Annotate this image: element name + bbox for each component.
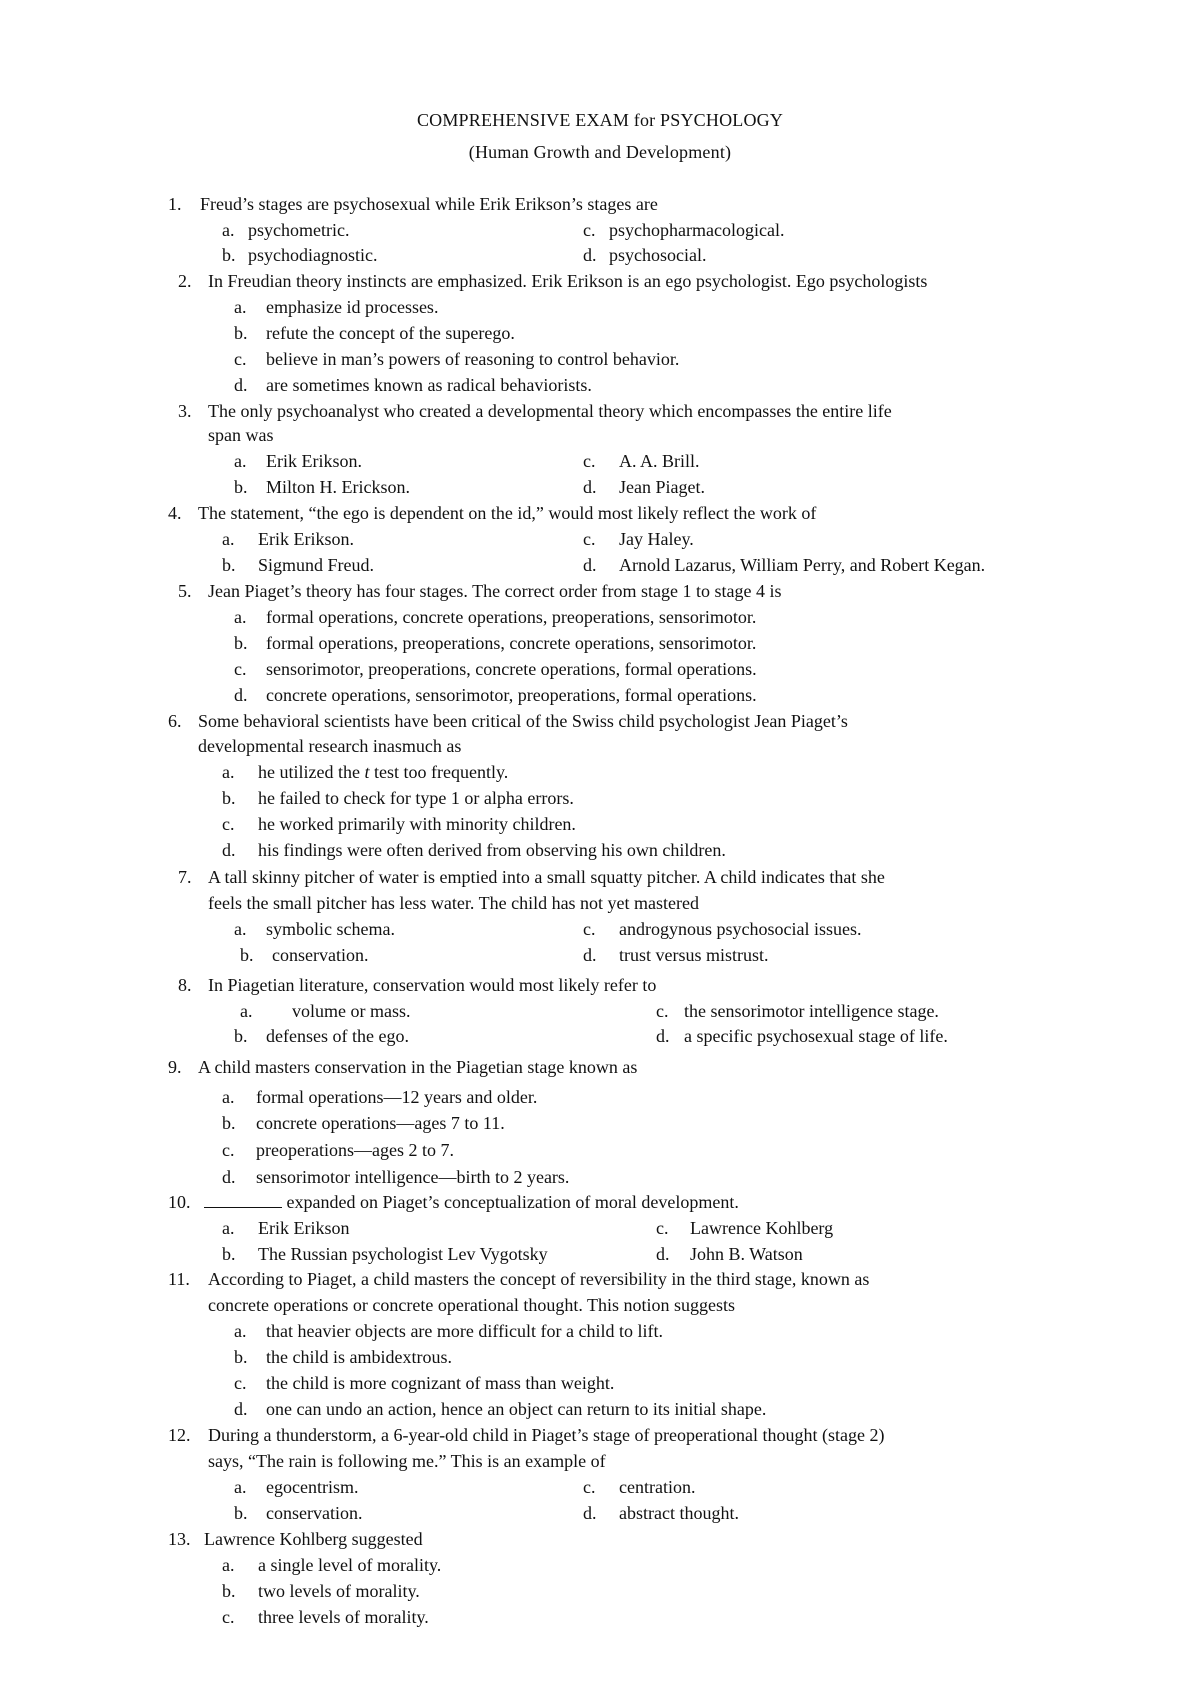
question-1 bbox=[168, 193, 658, 215]
option bbox=[222, 219, 349, 241]
option-text: Erik Erikson bbox=[258, 1218, 350, 1238]
option-letter: d. bbox=[583, 477, 597, 497]
option-letter: d. bbox=[222, 840, 236, 860]
option-letter: d. bbox=[583, 555, 597, 575]
option bbox=[222, 1166, 569, 1188]
exam-subtitle: (Human Growth and Development) bbox=[468, 142, 732, 162]
option-text: he worked primarily with minority children. bbox=[258, 814, 576, 834]
option-letter: d. bbox=[234, 375, 248, 395]
option-letter: d. bbox=[583, 945, 597, 965]
question-text: The only psychoanalyst who created a developmental theory which encompasses the entire life bbox=[208, 401, 892, 421]
question-text-cont: feels the small pitcher has less water. The child has not yet mastered bbox=[208, 893, 700, 913]
option bbox=[656, 1243, 803, 1265]
question-number: 3. bbox=[178, 401, 192, 421]
option bbox=[583, 554, 985, 576]
question-text: Jean Piaget’s theory has four stages. The correct order from stage 1 to stage 4 is bbox=[208, 581, 782, 601]
option bbox=[222, 787, 574, 809]
option-text: formal operations, preoperations, concrete operations, sensorimotor. bbox=[266, 633, 757, 653]
option bbox=[234, 1320, 663, 1342]
option-letter: c. bbox=[583, 220, 596, 240]
question-10 bbox=[168, 1191, 739, 1213]
option-text-italic: t bbox=[364, 762, 370, 782]
option bbox=[222, 1112, 505, 1134]
question-number: 12. bbox=[168, 1425, 191, 1445]
option-text: emphasize id processes. bbox=[266, 297, 439, 317]
option-letter: d. bbox=[656, 1026, 670, 1046]
option-letter: d. bbox=[583, 245, 597, 265]
option-letter: d. bbox=[234, 1399, 248, 1419]
answer-blank bbox=[204, 1193, 282, 1208]
question-number: 13. bbox=[168, 1529, 191, 1549]
option-letter: a. bbox=[240, 1001, 253, 1021]
question-text: During a thunderstorm, a 6-year-old child in Piaget’s stage of preoperational thought (stage 2) bbox=[208, 1425, 885, 1445]
option bbox=[234, 1025, 409, 1047]
option bbox=[583, 219, 784, 241]
option bbox=[234, 374, 592, 396]
option-letter: a. bbox=[222, 1218, 235, 1238]
question-number: 7. bbox=[178, 867, 192, 887]
option-letter: d. bbox=[656, 1244, 670, 1264]
question-number: 8. bbox=[178, 975, 192, 995]
option bbox=[222, 1243, 548, 1265]
option bbox=[234, 918, 395, 940]
option bbox=[583, 1476, 695, 1498]
option-letter: c. bbox=[656, 1001, 669, 1021]
option-text: sensorimotor intelligence—birth to 2 years. bbox=[256, 1167, 570, 1187]
option-text: Milton H. Erickson. bbox=[266, 477, 410, 497]
question-text: expanded on Piaget’s conceptualization of moral development. bbox=[282, 1192, 739, 1212]
option-letter: b. bbox=[234, 1503, 248, 1523]
option-letter: c. bbox=[583, 1477, 596, 1497]
option bbox=[234, 1502, 362, 1524]
question-9 bbox=[168, 1056, 637, 1078]
option bbox=[222, 761, 508, 783]
option-letter: c. bbox=[583, 919, 596, 939]
question-3 bbox=[178, 400, 892, 422]
option-text: egocentrism. bbox=[266, 1477, 359, 1497]
option-letter: d. bbox=[222, 1167, 236, 1187]
question-text: The statement, “the ego is dependent on the id,” would most likely reflect the work of bbox=[198, 503, 817, 523]
option-text: Jean Piaget. bbox=[619, 477, 705, 497]
option-text: are sometimes known as radical behaviorists. bbox=[266, 375, 592, 395]
option bbox=[583, 476, 705, 498]
option-text: refute the concept of the superego. bbox=[266, 323, 515, 343]
option-letter: a. bbox=[234, 451, 247, 471]
option-letter: b. bbox=[234, 633, 248, 653]
option-letter: c. bbox=[234, 659, 247, 679]
question-text: Lawrence Kohlberg suggested bbox=[204, 1529, 423, 1549]
question-13 bbox=[168, 1528, 423, 1550]
option-text: Lawrence Kohlberg bbox=[690, 1218, 834, 1238]
option bbox=[222, 244, 377, 266]
option bbox=[234, 658, 757, 680]
option-text: sensorimotor, preoperations, concrete operations, formal operations. bbox=[266, 659, 757, 679]
question-number: 4. bbox=[168, 503, 182, 523]
option-letter: c. bbox=[222, 1607, 235, 1627]
question-text-cont: concrete operations or concrete operational thought. This notion suggests bbox=[208, 1295, 736, 1315]
question-number: 10. bbox=[168, 1192, 191, 1212]
question-number: 11. bbox=[168, 1269, 190, 1289]
question-text-cont: span was bbox=[208, 425, 274, 445]
question-text: In Freudian theory instincts are emphasized. Erik Erikson is an ego psychologist. Ego psychologists bbox=[208, 271, 928, 291]
option bbox=[234, 476, 410, 498]
question-text: Some behavioral scientists have been critical of the Swiss child psychologist Jean Piaget’s bbox=[198, 711, 848, 731]
option-letter: d. bbox=[583, 1503, 597, 1523]
option-text: Jay Haley. bbox=[619, 529, 694, 549]
question-2 bbox=[178, 270, 927, 292]
option-text: psychopharmacological. bbox=[609, 220, 785, 240]
option-text: The Russian psychologist Lev Vygotsky bbox=[258, 1244, 548, 1264]
option-text: abstract thought. bbox=[619, 1503, 739, 1523]
option-text: he failed to check for type 1 or alpha errors. bbox=[258, 788, 574, 808]
option bbox=[222, 1217, 350, 1239]
option bbox=[583, 918, 861, 940]
option-letter: a. bbox=[234, 919, 247, 939]
option-text: Arnold Lazarus, William Perry, and Robert Kegan. bbox=[619, 555, 986, 575]
option-letter: a. bbox=[222, 529, 235, 549]
question-11 bbox=[168, 1268, 869, 1290]
option-text: psychosocial. bbox=[609, 245, 707, 265]
option-letter: b. bbox=[222, 1113, 236, 1133]
question-8 bbox=[178, 974, 656, 996]
option-text: the child is more cognizant of mass than weight. bbox=[266, 1373, 615, 1393]
question-5 bbox=[178, 580, 782, 602]
option-letter: c. bbox=[656, 1218, 669, 1238]
question-text-cont: says, “The rain is following me.” This is an example of bbox=[208, 1451, 606, 1471]
option-letter: a. bbox=[234, 1477, 247, 1497]
question-number: 2. bbox=[178, 271, 192, 291]
option-text: trust versus mistrust. bbox=[619, 945, 769, 965]
option bbox=[234, 322, 515, 344]
option-text: the child is ambidextrous. bbox=[266, 1347, 452, 1367]
option-letter: c. bbox=[234, 349, 247, 369]
option-letter: c. bbox=[222, 1140, 235, 1160]
question-6 bbox=[168, 710, 848, 732]
question-number: 5. bbox=[178, 581, 192, 601]
option-letter: c. bbox=[234, 1373, 247, 1393]
option-text: A. A. Brill. bbox=[619, 451, 700, 471]
option-text: Erik Erikson. bbox=[258, 529, 354, 549]
option-text: psychodiagnostic. bbox=[248, 245, 378, 265]
option-letter: b. bbox=[222, 555, 236, 575]
question-7 bbox=[178, 866, 885, 888]
option-text: Sigmund Freud. bbox=[258, 555, 375, 575]
option-letter: a. bbox=[222, 1555, 235, 1575]
option bbox=[234, 1346, 452, 1368]
question-4 bbox=[168, 502, 816, 524]
question-text: In Piagetian literature, conservation would most likely refer to bbox=[208, 975, 657, 995]
option bbox=[222, 1580, 420, 1602]
option bbox=[222, 839, 726, 861]
option bbox=[234, 606, 756, 628]
option-text: his findings were often derived from observing his own children. bbox=[258, 840, 726, 860]
option-text: one can undo an action, hence an object can return to its initial shape. bbox=[266, 1399, 767, 1419]
option-text: believe in man’s powers of reasoning to control behavior. bbox=[266, 349, 680, 369]
option-text: test too frequently. bbox=[369, 762, 509, 782]
option-letter: b. bbox=[234, 1347, 248, 1367]
option-text: a single level of morality. bbox=[258, 1555, 442, 1575]
option-text: formal operations—12 years and older. bbox=[256, 1087, 538, 1107]
option bbox=[222, 1554, 441, 1576]
option-text: symbolic schema. bbox=[266, 919, 395, 939]
option bbox=[583, 244, 706, 266]
option-text: conservation. bbox=[266, 1503, 363, 1523]
option-letter: b. bbox=[222, 245, 236, 265]
option bbox=[240, 944, 368, 966]
option bbox=[222, 1139, 454, 1161]
option bbox=[240, 1000, 411, 1022]
option-letter: b. bbox=[222, 1581, 236, 1601]
option-text: concrete operations—ages 7 to 11. bbox=[256, 1113, 505, 1133]
question-number: 6. bbox=[168, 711, 182, 731]
option bbox=[222, 813, 576, 835]
question-text: A child masters conservation in the Piagetian stage known as bbox=[198, 1057, 638, 1077]
option-letter: a. bbox=[222, 762, 235, 782]
option bbox=[583, 1502, 739, 1524]
option-letter: b. bbox=[222, 1244, 236, 1264]
option bbox=[234, 684, 757, 706]
option bbox=[583, 944, 769, 966]
exam-title: COMPREHENSIVE EXAM for PSYCHOLOGY bbox=[416, 110, 784, 130]
option bbox=[234, 1398, 766, 1420]
option-letter: d. bbox=[234, 685, 248, 705]
option bbox=[222, 528, 354, 550]
option-text: a specific psychosexual stage of life. bbox=[684, 1026, 948, 1046]
question-number: 1. bbox=[168, 194, 182, 214]
option-letter: b. bbox=[240, 945, 254, 965]
option-text: centration. bbox=[619, 1477, 696, 1497]
option-letter: b. bbox=[234, 477, 248, 497]
option-text: Erik Erikson. bbox=[266, 451, 362, 471]
option-text: that heavier objects are more difficult for a child to lift. bbox=[266, 1321, 664, 1341]
option-letter: b. bbox=[234, 323, 248, 343]
option-text: androgynous psychosocial issues. bbox=[619, 919, 862, 939]
option bbox=[234, 1372, 614, 1394]
option-letter: a. bbox=[234, 1321, 247, 1341]
question-text-cont: developmental research inasmuch as bbox=[198, 736, 462, 756]
option-letter: a. bbox=[222, 1087, 235, 1107]
question-12 bbox=[168, 1424, 884, 1446]
question-text: A tall skinny pitcher of water is emptied into a small squatty pitcher. A child indicates that she bbox=[208, 867, 885, 887]
option-text: the sensorimotor intelligence stage. bbox=[684, 1001, 939, 1021]
option-text: formal operations, concrete operations, preoperations, sensorimotor. bbox=[266, 607, 757, 627]
option-text: preoperations—ages 2 to 7. bbox=[256, 1140, 454, 1160]
question-text: Freud’s stages are psychosexual while Erik Erikson’s stages are bbox=[200, 194, 658, 214]
option bbox=[222, 1086, 537, 1108]
option-letter: a. bbox=[234, 297, 247, 317]
option-text: two levels of morality. bbox=[258, 1581, 420, 1601]
question-number: 9. bbox=[168, 1057, 182, 1077]
option-text: three levels of morality. bbox=[258, 1607, 429, 1627]
option-letter: a. bbox=[234, 607, 247, 627]
option-letter: b. bbox=[234, 1026, 248, 1046]
option-letter: c. bbox=[222, 814, 235, 834]
option bbox=[656, 1025, 948, 1047]
option bbox=[234, 450, 362, 472]
option bbox=[234, 1476, 358, 1498]
option-text: John B. Watson bbox=[690, 1244, 803, 1264]
option bbox=[234, 632, 756, 654]
option bbox=[222, 554, 374, 576]
option-text: conservation. bbox=[272, 945, 369, 965]
option-letter: b. bbox=[222, 788, 236, 808]
option bbox=[583, 528, 694, 550]
option bbox=[222, 1606, 429, 1628]
option bbox=[234, 348, 679, 370]
option-text: defenses of the ego. bbox=[266, 1026, 409, 1046]
option-letter: c. bbox=[583, 451, 596, 471]
option-text: psychometric. bbox=[248, 220, 350, 240]
option-text: volume or mass. bbox=[292, 1001, 411, 1021]
option-letter: c. bbox=[583, 529, 596, 549]
option bbox=[583, 450, 700, 472]
option-text: concrete operations, sensorimotor, preoperations, formal operations. bbox=[266, 685, 757, 705]
option-text: he utilized the bbox=[258, 762, 365, 782]
question-text: According to Piaget, a child masters the concept of reversibility in the third stage, known as bbox=[208, 1269, 870, 1289]
option-letter: a. bbox=[222, 220, 235, 240]
option bbox=[656, 1217, 833, 1239]
option bbox=[656, 1000, 939, 1022]
option bbox=[234, 296, 438, 318]
